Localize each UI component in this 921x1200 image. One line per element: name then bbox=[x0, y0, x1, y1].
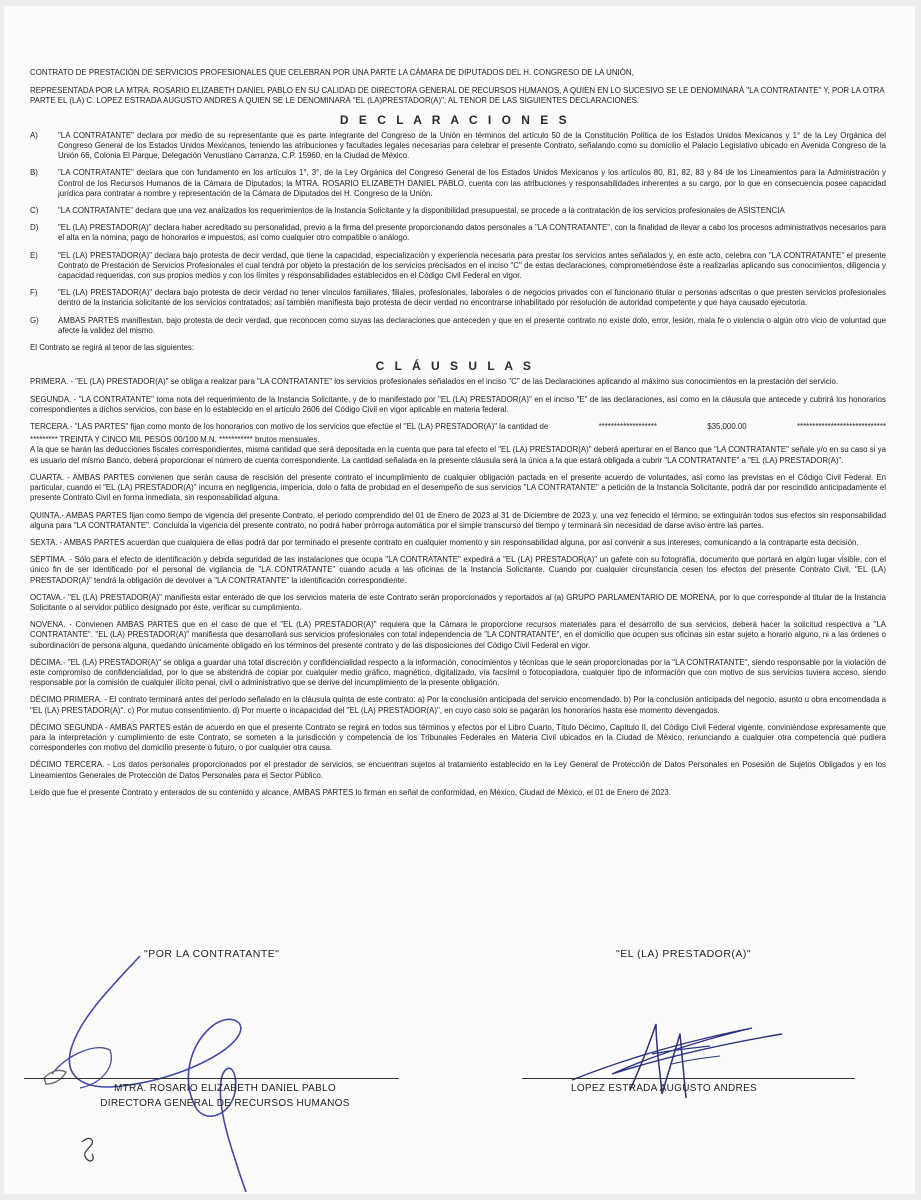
contratante-heading: "POR LA CONTRATANTE" bbox=[144, 948, 280, 960]
clausulas-intro: El Contrato se regirá al tenor de las siguientes: bbox=[30, 343, 195, 353]
declaracion-letter: D) bbox=[30, 223, 39, 233]
declaracion-text: "LA CONTRATANTE" declara que una vez analizados los requerimientos de la Instancia Solicitante y la disponibilidad presupuestal, se procede a la contratación de los servicios profesionales de ASISTENCIA bbox=[58, 206, 785, 216]
tercera-amount-line bbox=[30, 422, 886, 432]
clausula-decima-tercera: DÉCIMO TERCERA. - Los datos personales proporcionados por el prestador de servicios, se encuentran sujetos al tratamiento establecido en la Ley General de Protección de Datos Personales en Posesión de Sujetos Obligados y en los Lineamientos Generales de Protección de Datos Personales para el Sector Público. bbox=[30, 760, 886, 780]
tercera-lead: TERCERA.- "LAS PARTES" fijan como monto de los honorarios con motivo de los servicios que efectúe el "EL (LA) PRESTADOR(A)" la cantidad de bbox=[30, 422, 549, 432]
clausula-decima-primera: DÉCIMO PRIMERA. - El contrato terminará antes del período señalado en la cláusula quinta de este contrato: a) Por la conclusión anticipada del servicio encomendado. b) Por la conclusión anticipada del negocio, asunto u obra encomendada a "EL (LA) PRESTADOR(A)". c) Por mutuo consentimiento. d) Por muerte o incapacidad del "EL (LA) PRESTADOR(A)", en cuyo caso solo se pagarán los honorarios hasta ese momento devengados. bbox=[30, 695, 886, 715]
declaraciones-list bbox=[24, 131, 886, 336]
declaracion-item bbox=[24, 206, 886, 216]
tercera-stars-left: ******************* bbox=[598, 422, 657, 432]
clausula-segunda: SEGUNDA. - "LA CONTRATANTE" toma nota del requerimiento de la Instancia Solicitante, y de lo manifestado por "EL (LA) PRESTADOR(A)" en el inciso "E" de las declaraciones, así como en la cláusula que antecede y cubrirá los honorarios correspondientes a dichos servicios, con base en lo establecido en el artículo 2606 del Código Civil en vigor aplicable en materia federal. bbox=[30, 394, 886, 414]
clausula-novena: NOVENA. - Convienen AMBAS PARTES que en el caso de que el "EL (LA) PRESTADOR(A)" requiera que la Cámara le proporcione recursos materiales para el desarrollo de sus servicios, deberá hacer la solicitud respectiva a "LA CONTRATANTE". "EL (LA) PRESTADOR(A)" manifiesta que desarrollará sus servicios profesionales con total independencia de "LA CONTRATANTE", en el domicilio que ocupen sus oficinas sin estar sujeto a horario alguno, ni a las órdenes o subordinación de persona alguna, quedando únicamente obligado en los términos del presente contrato y de las disposiciones del Código Civil Federal en vigor. bbox=[30, 620, 886, 650]
tercera-rest: A la que se harán las deducciones fiscales correspondientes, misma cantidad que será depositada en la cuenta que para tal efecto el "EL (LA) PRESTADOR(A)" deberá aperturar en el Banco que "LA CONTRATANTE" señale y/o en su caso si ya es usuario del mismo Banco, deberá proporcionar el número de cuenta correspondiente. La cantidad señalada en la presente cláusula será la única a la que estará obligada a cubrir "LA CONTRATANTE" a "EL (LA) PRESTADOR(A)". bbox=[30, 445, 886, 465]
header-line-2: REPRESENTADA POR LA MTRA. ROSARIO ELIZABETH DANIEL PABLO EN SU CALIDAD DE DIRECTORA GENERAL DE RECURSOS HUMANOS, A QUIEN EN LO SUCESIVO SE LE DENOMINARÁ "LA CONTRATANTE" Y, POR LA OTRA PARTE EL (LA) C. LOPEZ ESTRADA AUGUSTO ANDRES A QUIEN SE LE DENOMINARÁ "EL (LA)PRESTADOR(A)", AL TENOR DE LAS SIGUIENTES DECLARACIONES. bbox=[30, 86, 885, 106]
tercera-amount: $35,000.00 bbox=[707, 422, 747, 432]
declaracion-letter: E) bbox=[30, 250, 38, 260]
declaracion-letter: G) bbox=[30, 315, 39, 325]
declaracion-item bbox=[24, 251, 886, 282]
declaracion-letter: B) bbox=[30, 168, 38, 178]
header-line-1: CONTRATO DE PRESTACIÓN DE SERVICIOS PROFESIONALES QUE CELEBRAN POR UNA PARTE LA CÁMARA DE DIPUTADOS DEL H. CONGRESO DE LA UNIÓN, bbox=[30, 68, 634, 77]
clausula-decima: DÉCIMA.- "EL (LA) PRESTADOR(A)" se obliga a guardar una total discreción y confidencialidad respecto a la información, conocimientos y técnicas que le sean proporcionadas por la "LA CONTRATANTE", siendo responsable por la violación de este compromiso de confidencialidad, por lo que se abstendrá de copiar por cualquier medio gráfico, magnético, digitalizado, vía facsímil o fotocopiadora, cualquier tipo de información que con motivo de sus servicios tuviera acceso, siendo responsable por la comisión de cualquier ilícito penal, civil o administrativo que se derive del incumplimiento de la presente obligación. bbox=[30, 657, 886, 688]
declaracion-letter: A) bbox=[30, 130, 38, 140]
clausula-tercera bbox=[30, 422, 886, 466]
signature-section bbox=[4, 946, 915, 1194]
contract-body bbox=[24, 68, 886, 798]
clausula-septima: SÉPTIMA. - Sólo para el efecto de identificación y debida seguridad de las instalaciones que ocupa "LA CONTRATANTE" expedirá a "EL (LA) PRESTADOR(A)" un gafete con su fotografía, documento que portará en algún lugar visible, con el único fin de ser identificado por el personal de vigilancia de "LA CONTRATANTE" cuando acuda a las oficinas de la Instancia Solicitante. Cuando por cualquier circunstancia cesen los efectos del presente Contrato Civil, "EL (LA) PRESTADOR(A)" tendrá la obligación de devolver a "LA CONTRATANTE" la identificación correspondiente. bbox=[30, 555, 886, 585]
declaracion-text: AMBAS PARTES manifiestan, bajo protesta de decir verdad, que reconocen como suyas las declaraciones que anteceden y que en el presente contrato no existe dolo, error, lesión, mala fe o violencia o algún otro vicio de voluntad que afecte la validez del mismo. bbox=[58, 315, 886, 335]
declaracion-item bbox=[24, 288, 886, 308]
declaracion-item bbox=[24, 131, 886, 162]
clausula-primera: PRIMERA. - "EL (LA) PRESTADOR(A)" se obliga a realizar para "LA CONTRATANTE" los servicios profesionales señalados en el inciso "C" de las Declaraciones aplicando al máximo sus conocimientos en la prestación del servicio. bbox=[30, 377, 839, 387]
tercera-stars-right: ***************************** bbox=[796, 422, 886, 432]
contratante-signature bbox=[22, 946, 352, 1194]
clausulas-title: C L Á U S U L A S bbox=[375, 359, 535, 374]
contract-page bbox=[4, 6, 915, 1194]
prestador-name: LOPEZ ESTRADA AUGUSTO ANDRES bbox=[570, 1083, 758, 1094]
prestador-signature-line bbox=[522, 1078, 855, 1079]
declaracion-text: "LA CONTRATANTE" declara que con fundamento en los artículos 1°, 3°, de la Ley Orgánica del Congreso General de los Estados Unidos Mexicanos y los artículos 80, 81, 82, 83 y 84 de los Lineamientos para la Administración y Control de los Recursos Humanos de la Cámara de Diputados; la MTRA. ROSARIO ELIZABETH DANIEL PABLO, cuenta con las atribuciones y responsabilidades inherentes a su cargo, por lo que en consecuencia posee capacidad jurídica para contratar a nombre y representación de la Cámara de Diputados del H. Congreso de la Unión. bbox=[58, 168, 886, 198]
declaracion-text: "EL (LA) PRESTADOR(A)" declara haber acreditado su personalidad, previo a la firma del presente proporcionando datos personales a "LA CONTRATANTE", con la finalidad de llevar a cabo los procesos administrativos necesarios para el alta en la nómina, pago de honorarios e impuestos, así como cualquier otro compatible o análogo. bbox=[58, 223, 886, 243]
prestador-heading: "EL (LA) PRESTADOR(A)" bbox=[616, 948, 752, 960]
declaracion-item bbox=[24, 316, 886, 336]
clausula-quinta: QUINTA.- AMBAS PARTES fijan como tiempo de vigencia del presente Contrato, el periodo comprendido del 01 de Enero de 2023 al 31 de Diciembre de 2023 y, una vez fenecido el término, se extinguirán todos sus efectos sin responsabilidad alguna para "LA CONTRATANTE". Concluida la vigencia del presente contrato, no podrá haber prórroga automática por el simple transcurso del tiempo y terminará sin necesidad de darse aviso entre las partes. bbox=[30, 510, 886, 530]
declaracion-text: "EL (LA) PRESTADOR(A)" declara bajo protesta de decir verdad, que tiene la capacidad, especialización y experiencia necesaria para prestar los servicios antes señalados y, en este acto, celebra con "LA CONTRATANTE" el presente Contrato de Prestación de Servicios Profesionales el cual tendrá por objeto la prestación de los servicios precisados en el inciso "C" de estas declaraciones, comprometiéndose éste a realizarlas aplicando sus conocimientos, diligencia y capacidad requeridas, con sus propios medios y con los límites y responsabilidades establecidos en el Código Civil Federal en vigor. bbox=[58, 250, 886, 281]
clausula-decima-segunda: DÉCIMO SEGUNDA - AMBAS PARTES están de acuerdo en que el presente Contrato se regirá en todos sus términos y efectos por el Libro Cuarto, Título Décimo, Capítulo II, del Código Civil Federal vigente, conviniéndose expresamente que para la interpretación y cumplimiento de este Contrato, se someten a la jurisdicción y competencia de los Tribunales Federales en Materia Civil ubicados en la Ciudad de México, renunciando a cualquier otra competencia que pudiera corresponderles con motivo del domicilio presente o futuro, o por cualquier otra causa. bbox=[30, 722, 886, 753]
contratante-name: MTRA. ROSARIO ELIZABETH DANIEL PABLO bbox=[114, 1083, 336, 1094]
tercera-amount-words: ********* TREINTA Y CINCO MIL PESOS 00/100 M.N. *********** brutos mensuales. bbox=[30, 435, 320, 445]
declaracion-letter: C) bbox=[30, 206, 39, 216]
contratante-title: DIRECTORA GENERAL DE RECURSOS HUMANOS bbox=[100, 1098, 350, 1109]
clausula-cuarta: CUARTA. - AMBAS PARTES convienen que serán causa de rescisión del presente contrato el incumplimiento de cualquier obligación pactada en el presente acuerdo de voluntades, así como las previstas en el Código Civil Federal. En particular, cuando el "EL (LA) PRESTADOR(A)" incurra en negligencia, impericia, dolo o falta de probidad en el desempeño de sus servicios "LA CONTRATANTE" a petición de la Instancia Solicitante, podrá dar por rescindido anticipadamente el presente Contrato Civil en forma inmediata, sin responsabilidad alguna. bbox=[30, 472, 886, 503]
contratante-signature-line bbox=[24, 1078, 399, 1079]
declaraciones-title: D E C L A R A C I O N E S bbox=[339, 112, 571, 127]
clausula-sexta: SEXTA. - AMBAS PARTES acuerdan que cualquiera de ellas podrá dar por terminado el presente contrato en cualquier momento y sin responsabilidad alguna, por así convenir a sus intereses, comunicando a la contraparte esta decisión. bbox=[30, 537, 859, 547]
declaracion-item bbox=[24, 223, 886, 243]
closing-statement: Leído que fue el presente Contrato y enterados de su contenido y alcance, AMBAS PARTES lo firman en señal de conformidad, en México, Ciudad de México, el 01 de Enero de 2023. bbox=[30, 787, 671, 797]
contract-header bbox=[30, 68, 886, 107]
declaracion-text: "LA CONTRATANTE" declara por medio de su representante que es parte integrante del Congreso de la Unión en términos del artículo 50 de la Constitución Política de los Estados Unidos Mexicanos y 1° de la Ley Orgánica del Congreso General de los Estados Unidos Mexicanos, teniendo las atribuciones y facultades legales necesarias para celebrar el presente Contrato, señalando como su domicilio el Palacio Legislativo ubicado en Avenida Congreso de la Unión 66, Colonia El Parque, Delegación Venustiano Carranza, C.P. 15960, en la Ciudad de México. bbox=[58, 130, 886, 161]
declaracion-letter: F) bbox=[30, 288, 38, 298]
declaracion-text: "EL (LA) PRESTADOR(A)" declara bajo protesta de decir verdad no tener vínculos familiares, filiales, profesionales, laborales o de negocios privados con el funcionario titular o personas adscritas o que presten servicios profesionales dentro de la instancia solicitante de los servicios contratados; así también manifiesta bajo protesta de decir verdad no encontrarse inhabilitado por resolución de autoridad competente y que haya causado ejecutoria. bbox=[58, 288, 886, 308]
prestador-signature bbox=[552, 994, 812, 1114]
declaracion-item bbox=[24, 168, 886, 199]
clausula-octava: OCTAVA.- "EL (LA) PRESTADOR(A)" manifiesta estar enterado de que los servicios materia de este Contrato serán proporcionados y reportados al (a) GRUPO PARLAMENTARIO DE MORENA, por lo que corresponde al titular de la Instancia Solicitante o al servidor público designado por éste, verificar su cumplimiento. bbox=[30, 592, 886, 612]
